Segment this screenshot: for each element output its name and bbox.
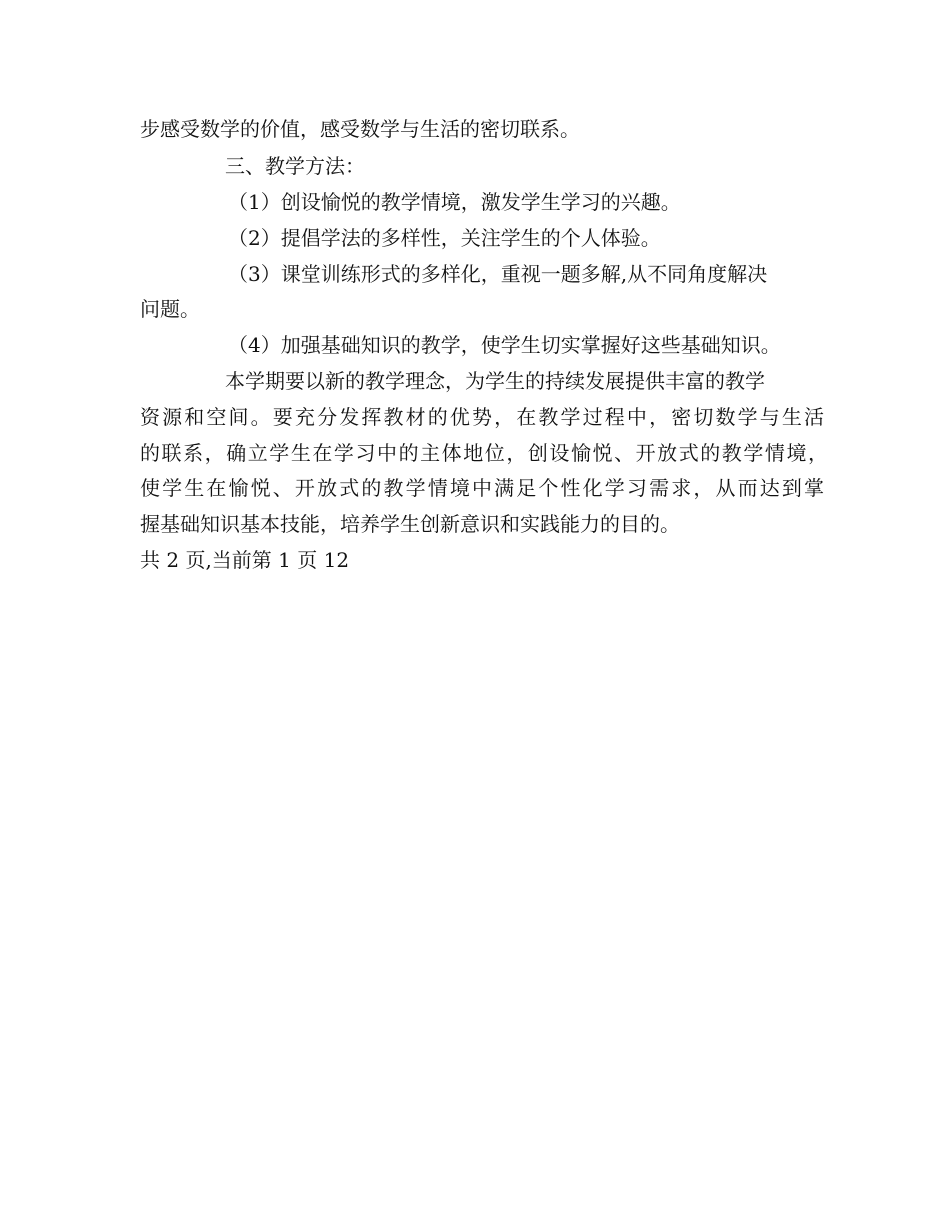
summary-paragraph-line-5: 握基础知识基本技能，培养学生创新意识和实践能力的目的。 [140,512,680,536]
summary-paragraph-line-2: 资源和空间。要充分发挥教材的优势，在教学过程中，密切数学与生活 [140,405,824,429]
summary-paragraph-line-4: 使学生在愉悦、开放式的教学情境中满足个性化学习需求，从而达到掌 [140,476,824,500]
summary-paragraph-line-1: 本学期要以新的教学理念，为学生的持续发展提供丰富的教学 [225,369,765,393]
paragraph-continuation-line: 步感受数学的价值，感受数学与生活的密切联系。 [140,117,580,141]
summary-paragraph-line-3: 的联系，确立学生在学习中的主体地位，创设愉悦、开放式的教学情境， [140,441,828,465]
method-item-2: （2）提倡学法的多样性，关注学生的个人体验。 [228,226,661,250]
method-item-3-line-2: 问题。 [140,297,200,321]
method-item-3-line-1: （3）课堂训练形式的多样化，重视一题多解,从不同角度解决 [228,262,768,286]
method-item-4: （4）加强基础知识的教学，使学生切实掌握好这些基础知识。 [228,333,781,357]
section-heading-teaching-methods: 三、教学方法： [225,154,365,178]
page-footer: 共 2 页,当前第 1 页 12 [140,548,350,572]
method-item-1: （1）创设愉悦的教学情境，激发学生学习的兴趣。 [228,190,681,214]
